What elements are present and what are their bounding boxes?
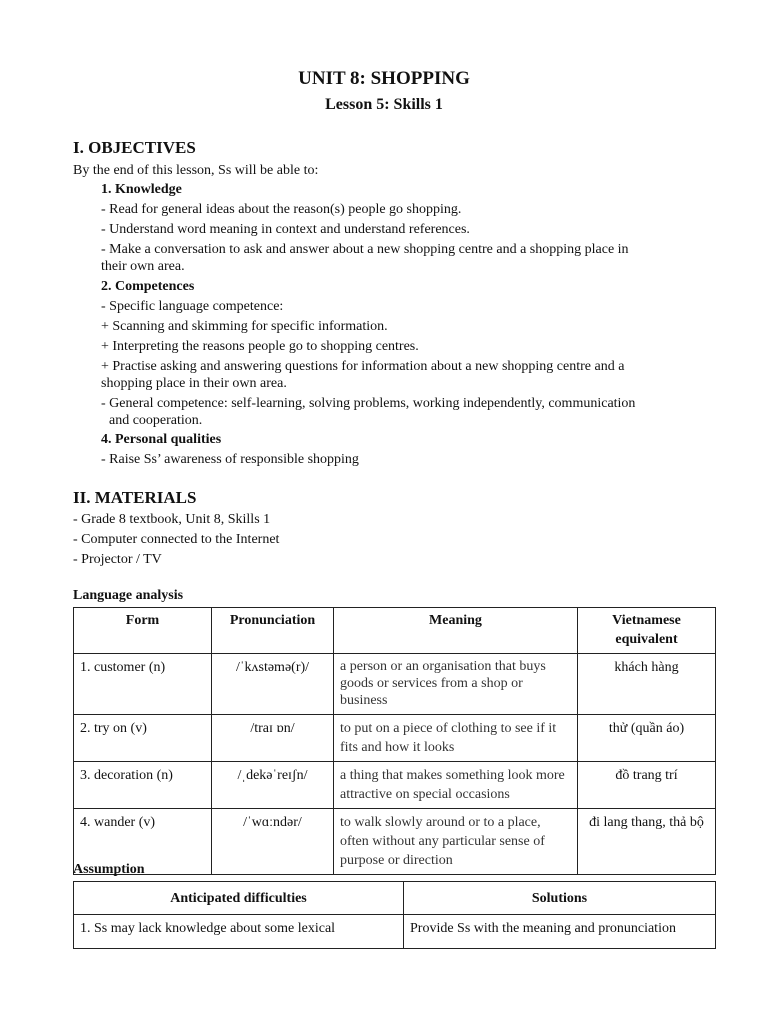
assumption-label: Assumption — [73, 862, 145, 877]
vietnamese-cell: khách hàng — [578, 654, 716, 715]
table-row — [74, 915, 716, 949]
table-row — [74, 762, 716, 809]
competences-heading: 2. Competences — [101, 279, 195, 294]
pronunciation-cell: /ˈkʌstəmə(r)/ — [212, 654, 334, 715]
knowledge-item: - Read for general ideas about the reason(s) people go shopping. — [101, 202, 462, 217]
language-analysis-label: Language analysis — [73, 588, 184, 603]
competence-item: + Interpreting the reasons people go to shopping centres. — [101, 339, 419, 354]
knowledge-item: - Make a conversation to ask and answer about a new shopping centre and a shopping place in — [101, 242, 629, 257]
form-cell: 2. try on (v) — [74, 715, 212, 762]
assumption-table — [73, 881, 716, 949]
pronunciation-cell: /ˈwɑːndər/ — [212, 809, 334, 875]
lesson-subtitle: Lesson 5: Skills 1 — [325, 96, 443, 113]
material-item: - Computer connected to the Internet — [73, 532, 280, 547]
col-header-vietnamese — [578, 608, 716, 654]
vietnamese-cell: thử (quần áo) — [578, 715, 716, 762]
col-header-vietnamese-line1: Vietnamese — [612, 613, 681, 628]
form-cell: 3. decoration (n) — [74, 762, 212, 809]
meaning-cell: to walk slowly around or to a place, often without any particular sense of purpose or direction — [334, 809, 578, 875]
table-row — [74, 809, 716, 875]
objectives-heading: I. OBJECTIVES — [73, 138, 196, 157]
materials-heading: II. MATERIALS — [73, 488, 197, 507]
competence-item-cont: shopping place in their own area. — [101, 376, 287, 391]
table-header-row — [74, 882, 716, 915]
pronunciation-cell: /traɪ ɒn/ — [212, 715, 334, 762]
competence-item: + Scanning and skimming for specific information. — [101, 319, 388, 334]
qualities-heading: 4. Personal qualities — [101, 432, 222, 447]
knowledge-item-cont: their own area. — [101, 259, 185, 274]
material-item: - Projector / TV — [73, 552, 162, 567]
table-row — [74, 654, 716, 715]
meaning-cell: a person or an organisation that buys goods or services from a shop or business — [334, 654, 578, 715]
form-cell: 4. wander (v) — [74, 809, 212, 875]
table-row — [74, 715, 716, 762]
competence-item-cont: and cooperation. — [109, 413, 203, 428]
col-header-difficulties: Anticipated difficulties — [74, 882, 404, 915]
table-header-row — [74, 608, 716, 654]
knowledge-item: - Understand word meaning in context and understand references. — [101, 222, 470, 237]
knowledge-heading: 1. Knowledge — [101, 182, 182, 197]
col-header-meaning: Meaning — [334, 608, 578, 654]
quality-item: - Raise Ss’ awareness of responsible shopping — [101, 452, 359, 467]
meaning-cell: a thing that makes something look more attractive on special occasions — [334, 762, 578, 809]
material-item: - Grade 8 textbook, Unit 8, Skills 1 — [73, 512, 271, 527]
competence-item: - General competence: self-learning, solving problems, working independently, communication — [101, 396, 636, 411]
objectives-intro: By the end of this lesson, Ss will be able to: — [73, 163, 319, 178]
language-analysis-table — [73, 607, 716, 875]
meaning-cell: to put on a piece of clothing to see if it fits and how it looks — [334, 715, 578, 762]
document-title: UNIT 8: SHOPPING — [298, 68, 470, 89]
col-header-form: Form — [74, 608, 212, 654]
competence-item: - Specific language competence: — [101, 299, 284, 314]
difficulty-cell: 1. Ss may lack knowledge about some lexical — [74, 915, 404, 949]
solution-cell: Provide Ss with the meaning and pronunciation — [404, 915, 716, 949]
vietnamese-cell: đi lang thang, thả bộ — [578, 809, 716, 875]
form-cell: 1. customer (n) — [74, 654, 212, 715]
vietnamese-cell: đồ trang trí — [578, 762, 716, 809]
col-header-pronunciation: Pronunciation — [212, 608, 334, 654]
competence-item: + Practise asking and answering questions for information about a new shopping centre and a — [101, 359, 625, 374]
col-header-vietnamese-line2: equivalent — [615, 632, 678, 647]
pronunciation-cell: /ˌdekəˈreɪʃn/ — [212, 762, 334, 809]
col-header-solutions: Solutions — [404, 882, 716, 915]
